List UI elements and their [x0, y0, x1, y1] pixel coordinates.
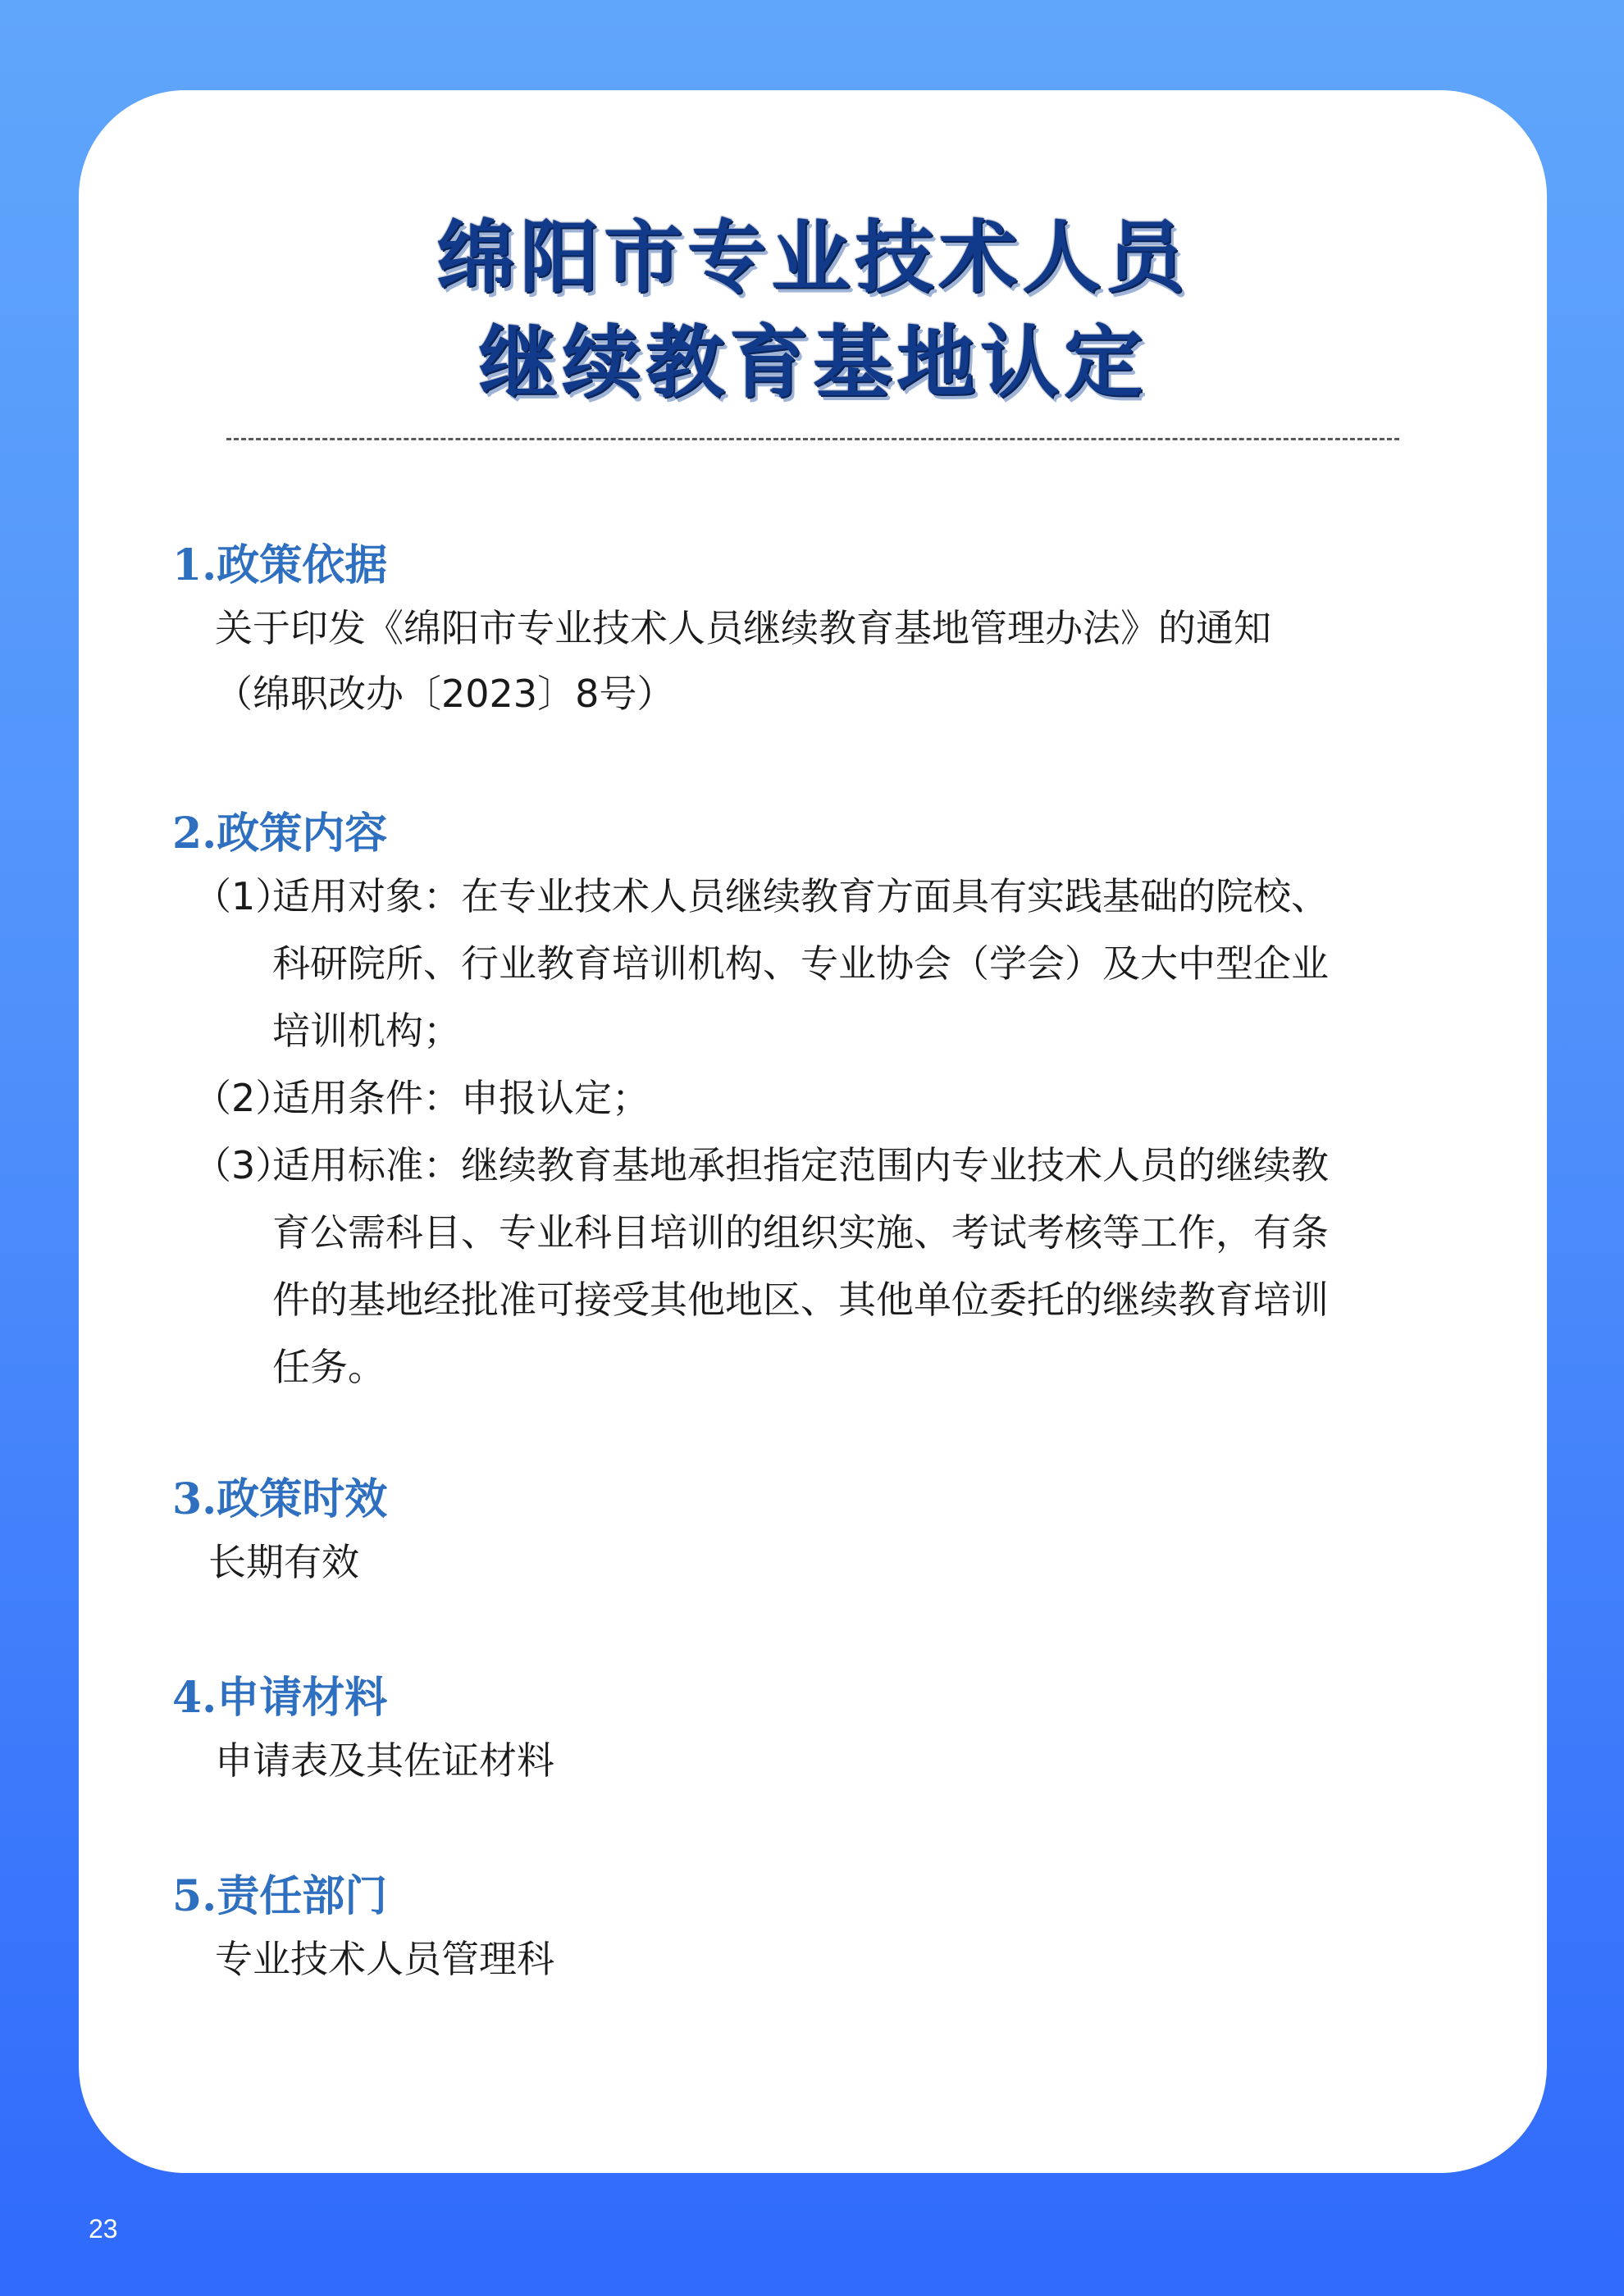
section-responsible-department — [172, 1868, 1485, 1993]
section-policy-basis — [172, 537, 1485, 727]
section-heading: 4.申请材料 — [172, 1673, 388, 1723]
title-line-1: 绵阳市专业技术人员 — [436, 211, 1189, 303]
content-card — [79, 90, 1547, 2173]
section-policy-content — [172, 805, 1485, 1401]
list-item — [172, 1064, 1485, 1132]
title-line-2: 继续教育基地认定 — [478, 316, 1147, 408]
section-text-line: 关于印发《绵阳市专业技术人员继续教育基地管理办法》的通知 — [215, 606, 1271, 650]
item-number: （2） — [194, 1076, 294, 1120]
item-text-line: 适用对象：在专业技术人员继续教育方面具有实践基础的院校、 — [272, 874, 1329, 918]
section-application-materials — [172, 1670, 1485, 1794]
item-text-line: 件的基地经批准可接受其他地区、其他单位委托的继续教育培训 — [272, 1278, 1329, 1322]
section-text-line: 申请表及其佐证材料 — [215, 1738, 554, 1783]
item-text-line: 培训机构； — [272, 1009, 461, 1053]
item-text-line: 任务。 — [272, 1345, 385, 1389]
section-policy-validity — [172, 1471, 1485, 1596]
item-text-line: 适用条件：申报认定； — [272, 1076, 650, 1120]
section-text-line: 专业技术人员管理科 — [215, 1937, 554, 1981]
section-heading: 2.政策内容 — [172, 809, 388, 859]
page-number: 23 — [89, 2214, 118, 2244]
page-title — [79, 205, 1547, 415]
item-number: （3） — [194, 1143, 294, 1187]
list-item — [172, 863, 1485, 1064]
item-text-line: 育公需科目、专业科目培训的组织实施、考试考核等工作，有条 — [272, 1210, 1329, 1255]
item-text-line: 科研院所、行业教育培训机构、专业协会（学会）及大中型企业 — [272, 941, 1329, 986]
dashed-divider — [226, 438, 1399, 440]
section-heading: 5.责任部门 — [172, 1871, 388, 1921]
list-item — [172, 1132, 1485, 1401]
section-heading: 3.政策时效 — [172, 1474, 388, 1524]
section-heading: 1.政策依据 — [172, 540, 388, 590]
section-text-line: （绵职改办〔2023〕8号） — [215, 672, 675, 716]
item-text-line: 适用标准：继续教育基地承担指定范围内专业技术人员的继续教 — [272, 1143, 1329, 1187]
item-number: （1） — [194, 874, 294, 918]
section-text-line: 长期有效 — [208, 1540, 359, 1584]
